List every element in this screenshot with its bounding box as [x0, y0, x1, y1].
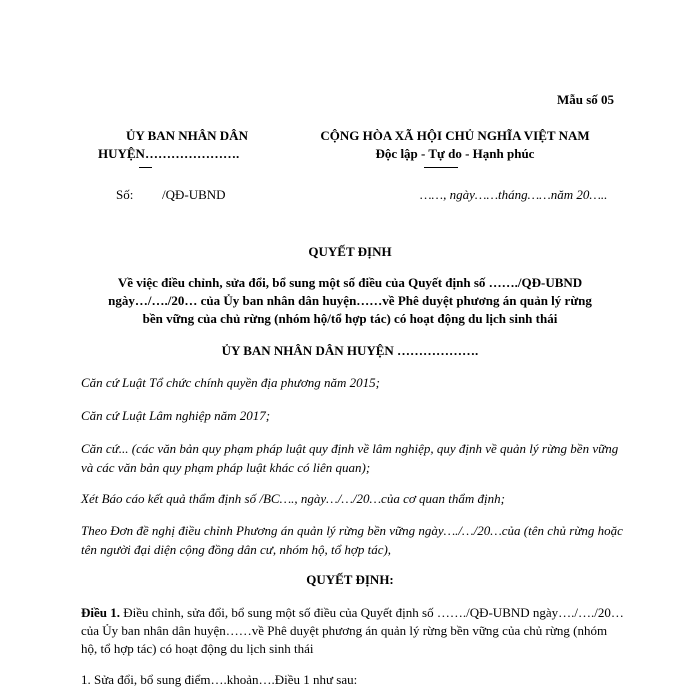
subject-line-1: Về việc điều chỉnh, sửa đổi, bổ sung một số điều của Quyết định số ……./QĐ-UBND [117, 275, 583, 290]
motto-underline [424, 167, 458, 168]
item-1: 1. Sửa đổi, bổ sung điểm….khoản….Điều 1 như sau: [81, 672, 358, 687]
authority-heading: ỦY BAN NHÂN DÂN HUYỆN ………………. [221, 343, 479, 358]
basis-forestry-law: Căn cứ Luật Lâm nghiệp năm 2017; [81, 408, 271, 423]
basis-legal-documents: Căn cứ... (các văn bản quy phạm pháp luật quy định về lâm nghiệp, quy định về quản lý rừng bền vững và các văn bản quy phạm pháp luật khác có liên quan); [81, 441, 619, 475]
issuer-underline [139, 167, 152, 168]
issuer-district: HUYỆN…………………. [98, 146, 240, 161]
issue-date: ……, ngày……tháng……năm 20….. [420, 187, 608, 202]
issuer-name: ỦY BAN NHÂN DÂN [126, 128, 248, 143]
national-title: CỘNG HÒA XÃ HỘI CHỦ NGHĨA VIỆT NAM [320, 128, 590, 143]
document-title: QUYẾT ĐỊNH [308, 244, 392, 259]
form-number: Mẫu số 05 [557, 92, 615, 107]
article-1-label: Điều 1. [81, 605, 120, 620]
national-motto: Độc lập - Tự do - Hạnh phúc [375, 146, 535, 161]
number-label: Số: [116, 187, 134, 202]
basis-appraisal-report: Xét Báo cáo kết quả thẩm định số /BC…., ngày…/…/20…của cơ quan thẩm định; [81, 491, 505, 506]
subject-line-3: bền vững của chủ rừng (nhóm hộ/tổ hợp tác) có hoạt động du lịch sinh thái [142, 311, 558, 326]
basis-local-government-law: Căn cứ Luật Tổ chức chính quyền địa phương năm 2015; [81, 375, 381, 390]
subject-line-2: ngày…/…./20… của Ủy ban nhân dân huyện……về Phê duyệt phương án quản lý rừng [108, 293, 592, 308]
number-code: /QĐ-UBND [162, 187, 226, 202]
basis-adjustment-request: Theo Đơn đề nghị điều chỉnh Phương án quản lý rừng bền vững ngày…./…/20…của (tên chủ rừng hoặc tên người đại diện cộng đồng dân cư, nhóm hộ, tổ hợp tác), [81, 523, 623, 557]
decision-heading: QUYẾT ĐỊNH: [306, 572, 394, 587]
article-1 [81, 604, 626, 658]
article-1-text: Điều chỉnh, sửa đổi, bổ sung một số điều của Quyết định số ……./QĐ-UBND ngày…./…./20… của Ủy ban nhân dân huyện……về Phê duyệt phương án quản lý rừng bền vững của chủ rừng (nhóm hộ, tổ hợp tác) có hoạt động du lịch sinh thái [81, 605, 624, 656]
